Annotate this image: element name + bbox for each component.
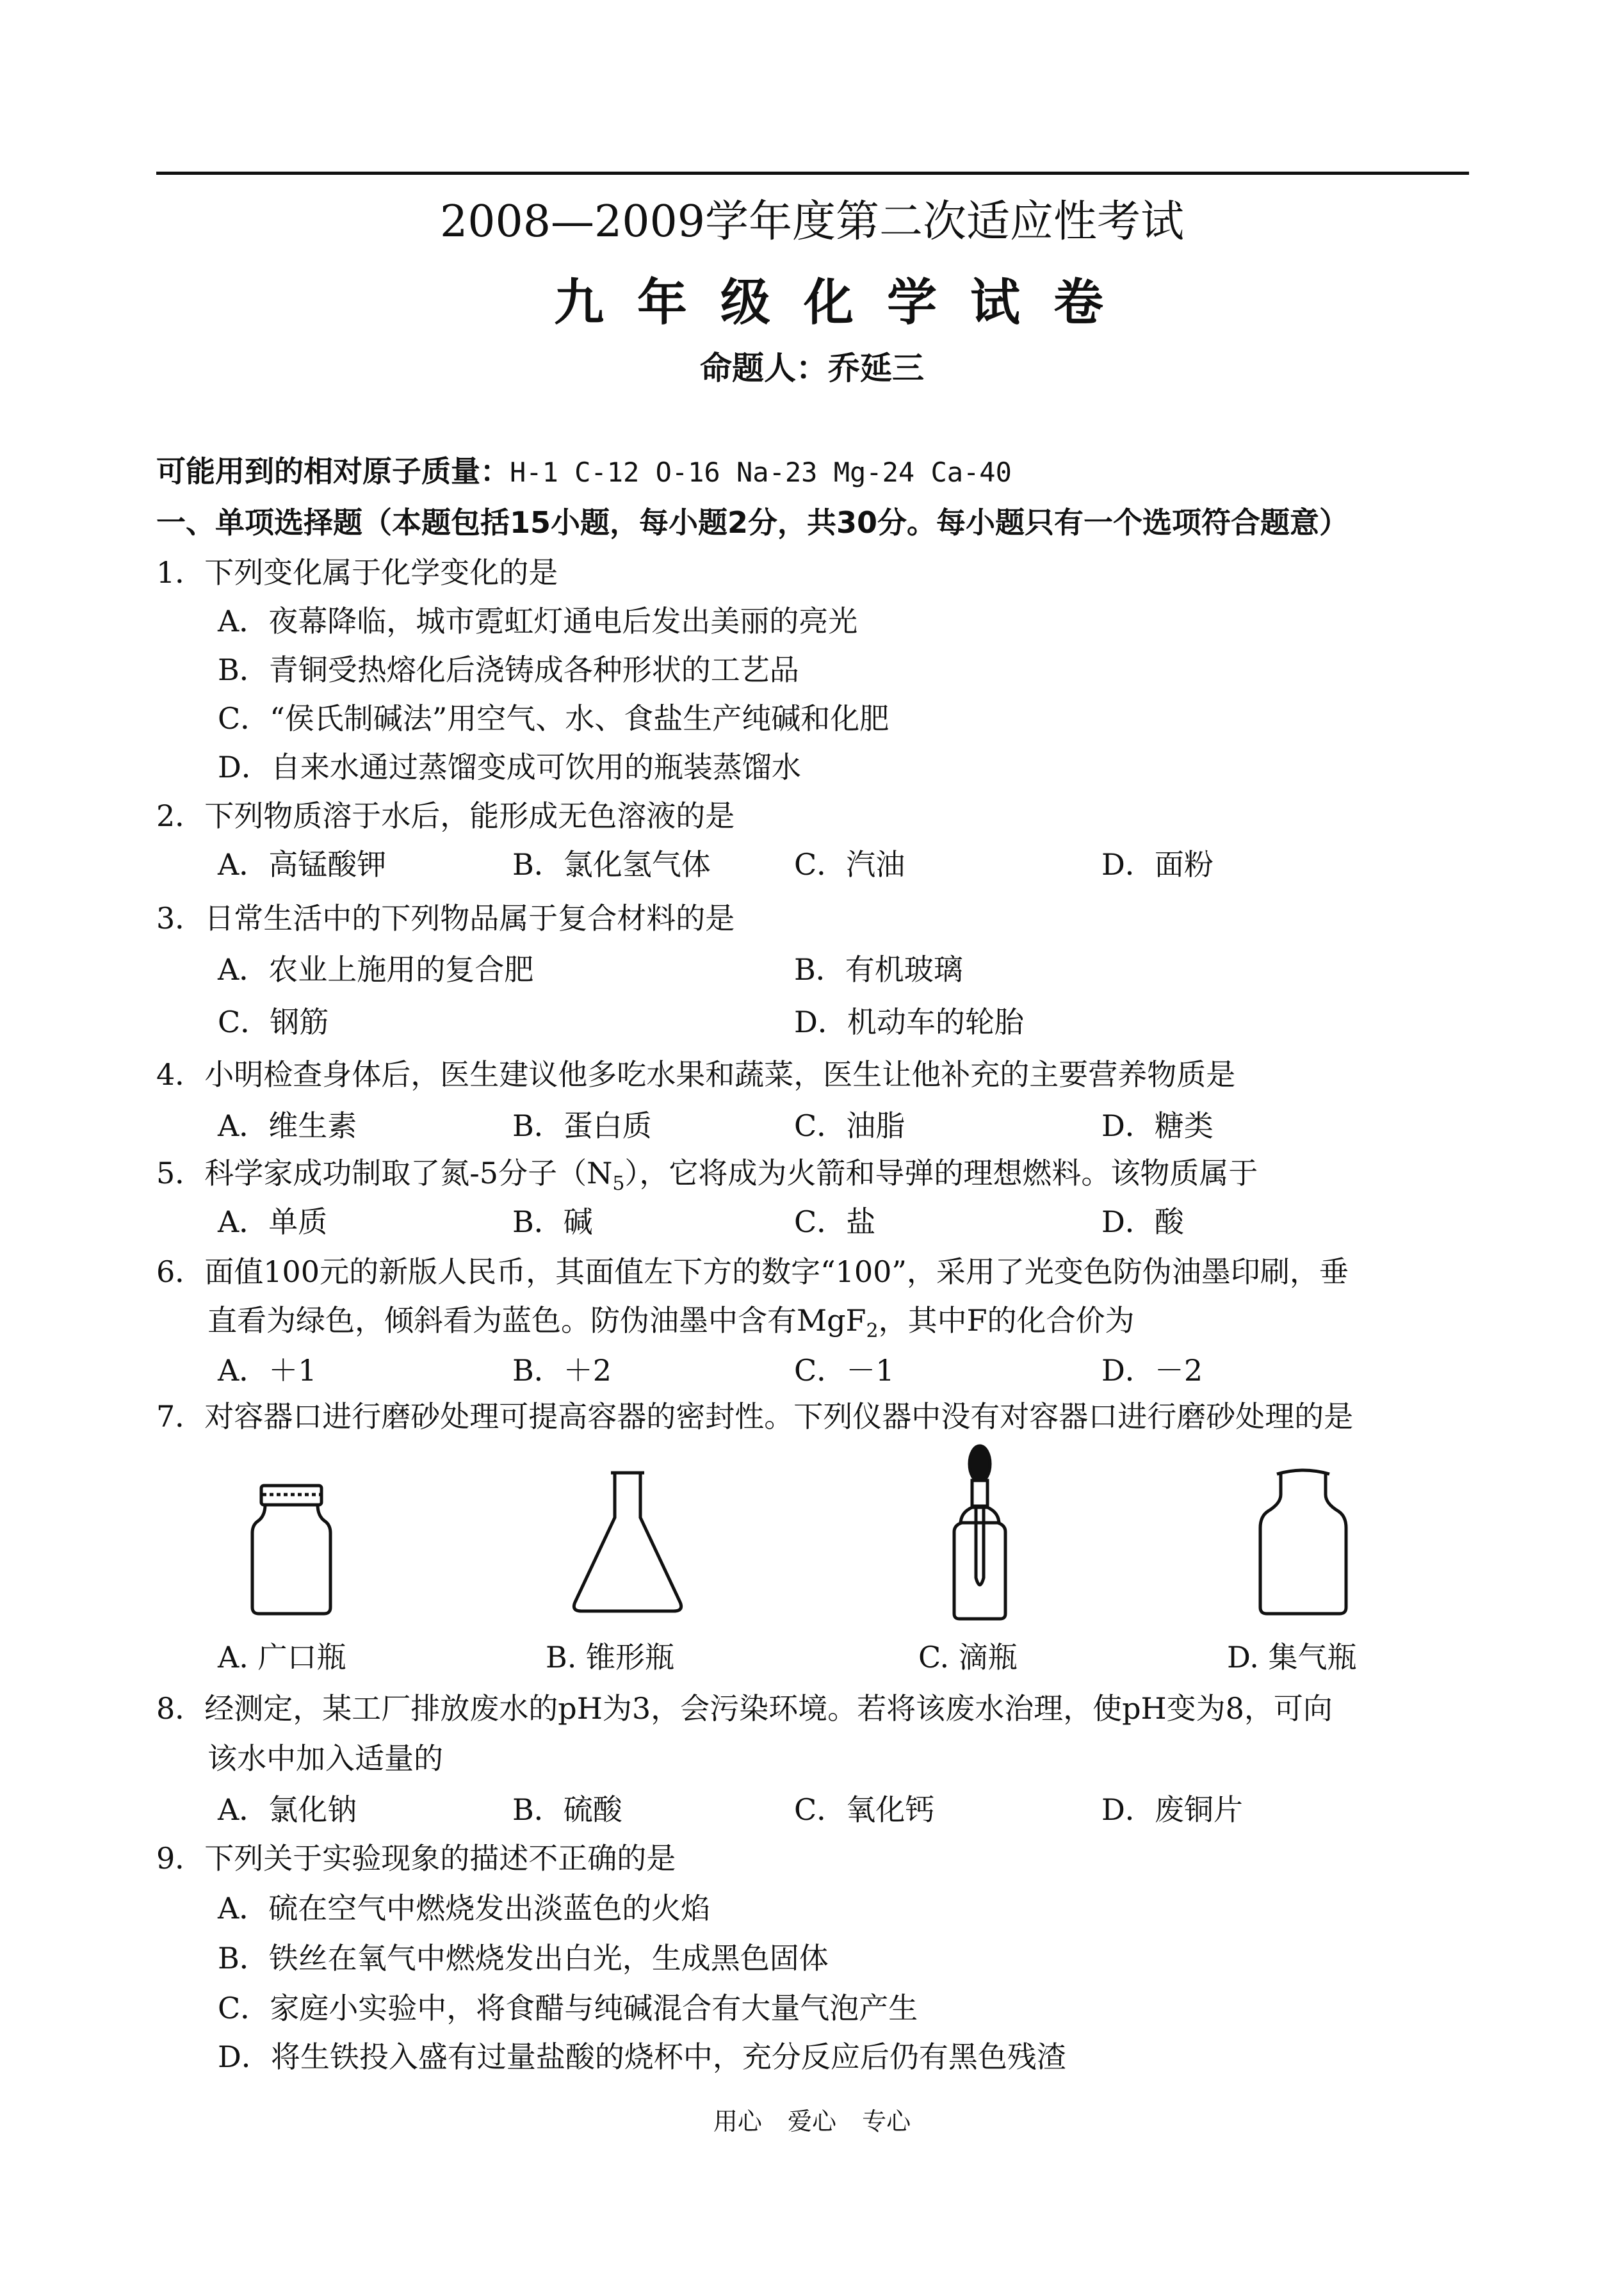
question-3-option-d: D．机动车的轮胎	[794, 1005, 1024, 1039]
question-9-option-d: D．将生铁投入盛有过量盐酸的烧杯中，充分反应后仍有黑色残渣	[218, 2040, 1066, 2074]
question-5-option-a: A．单质	[218, 1204, 328, 1239]
page-footer: 用心 爱心 专心	[713, 2107, 911, 2136]
question-3-option-b: B．有机玻璃	[794, 952, 963, 987]
question-3-option-c: C．钢筋	[218, 1005, 329, 1039]
atomic-mass-values: H-1 C-12 O-16 Na-23 Mg-24 Ca-40	[510, 457, 1012, 488]
question-2-option-d: D．面粉	[1101, 847, 1214, 882]
question-1-stem: 1．下列变化属于化学变化的是	[156, 555, 558, 590]
question-9-stem: 9．下列关于实验现象的描述不正确的是	[156, 1841, 676, 1876]
question-7-option-d: D. 集气瓶	[1227, 1640, 1357, 1675]
question-3-stem: 3．日常生活中的下列物品属于复合材料的是	[156, 901, 735, 936]
wide-mouth-bottle-icon	[243, 1479, 339, 1620]
question-2-option-c: C．汽油	[794, 847, 905, 882]
question-9-option-a: A．硫在空气中燃烧发出淡蓝色的火焰	[218, 1891, 711, 1926]
question-5-option-d: D．酸	[1101, 1204, 1184, 1239]
atomic-mass-label: 可能用到的相对原子质量：	[156, 454, 510, 489]
question-4-stem: 4．小明检查身体后，医生建议他多吃水果和蔬菜，医生让他补充的主要营养物质是	[156, 1057, 1236, 1092]
question-6-option-b: B．＋2	[512, 1353, 612, 1388]
question-8-option-b: B．硫酸	[512, 1792, 622, 1827]
question-1-option-b: B．青铜受热熔化后浇铸成各种形状的工艺品	[218, 653, 799, 687]
question-9-option-c: C．家庭小实验中，将食醋与纯碱混合有大量气泡产生	[218, 1991, 918, 2025]
question-6-option-d: D．－2	[1101, 1353, 1203, 1388]
question-5-stem-text-end: ），它将成为火箭和导弹的理想燃料。该物质属于	[624, 1156, 1258, 1190]
dropper-bottle-icon	[935, 1441, 1025, 1626]
question-3-option-a: A．农业上施用的复合肥	[218, 952, 534, 987]
question-4-option-c: C．油脂	[794, 1108, 905, 1143]
question-2-option-a: A．高锰酸钾	[218, 847, 387, 882]
section-heading: 一、单项选择题（本题包括15小题，每小题2分，共30分。每小题只有一个选项符合题意）	[156, 505, 1349, 540]
question-8-option-a: A．氯化钠	[218, 1792, 357, 1827]
question-6-stem-text-end: ，其中F的化合价为	[878, 1303, 1135, 1338]
question-5-option-b: B．碱	[512, 1204, 593, 1239]
question-6-option-c: C．－1	[794, 1353, 895, 1388]
question-5-stem-text: 5．科学家成功制取了氮-5分子（N	[156, 1156, 613, 1190]
question-6-subscript: 2	[866, 1320, 879, 1343]
question-8-option-d: D．废铜片	[1101, 1792, 1243, 1827]
question-8-stem-line2: 该水中加入适量的	[207, 1741, 443, 1776]
question-6-stem-line1: 6．面值100元的新版人民币，其面值左下方的数字“100”，采用了光变色防伪油墨印刷，垂	[156, 1254, 1349, 1289]
question-7-option-b: B. 锥形瓶	[546, 1640, 675, 1675]
question-4-option-b: B．蛋白质	[512, 1108, 652, 1143]
question-1-option-a: A．夜幕降临，城市霓虹灯通电后发出美丽的亮光	[218, 604, 858, 638]
question-4-option-a: A．维生素	[218, 1108, 357, 1143]
question-7-option-c: C. 滴瓶	[918, 1640, 1018, 1675]
exam-title: 2008—2009学年度第二次适应性考试	[439, 197, 1185, 247]
question-7-option-a: A. 广口瓶	[218, 1640, 346, 1675]
question-1-option-c: C．“侯氏制碱法”用空气、水、食盐生产纯碱和化肥	[218, 701, 889, 736]
question-6-option-a: A．＋1	[218, 1353, 317, 1388]
question-8-option-c: C．氧化钙	[794, 1792, 935, 1827]
author-line: 命题人：乔延三	[700, 350, 924, 387]
question-4-option-d: D．糖类	[1101, 1108, 1214, 1143]
gas-collecting-bottle-icon	[1249, 1466, 1358, 1620]
header-rule	[156, 172, 1469, 175]
question-6-stem-text: 直看为绿色，倾斜看为蓝色。防伪油墨中含有MgF	[207, 1303, 866, 1338]
question-2-option-b: B．氯化氢气体	[512, 847, 711, 882]
conical-flask-icon	[564, 1466, 692, 1620]
question-5-option-c: C．盐	[794, 1204, 876, 1239]
question-5-subscript: 5	[612, 1172, 625, 1196]
question-9-option-b: B．铁丝在氧气中燃烧发出白光，生成黑色固体	[218, 1941, 829, 1975]
question-2-stem: 2．下列物质溶于水后，能形成无色溶液的是	[156, 799, 735, 833]
paper-title: 九年级化学试卷	[553, 274, 1137, 332]
question-8-stem-line1: 8．经测定，某工厂排放废水的pH为3，会污染环境。若将该废水治理，使pH变为8，可向	[156, 1691, 1333, 1726]
question-1-option-d: D．自来水通过蒸馏变成可饮用的瓶装蒸馏水	[218, 750, 801, 784]
question-6-stem-line2	[207, 1301, 1134, 1350]
question-5-stem	[156, 1154, 1258, 1203]
question-7-stem: 7．对容器口进行磨砂处理可提高容器的密封性。下列仪器中没有对容器口进行磨砂处理的是	[156, 1399, 1354, 1434]
atomic-mass-line	[156, 452, 1012, 492]
